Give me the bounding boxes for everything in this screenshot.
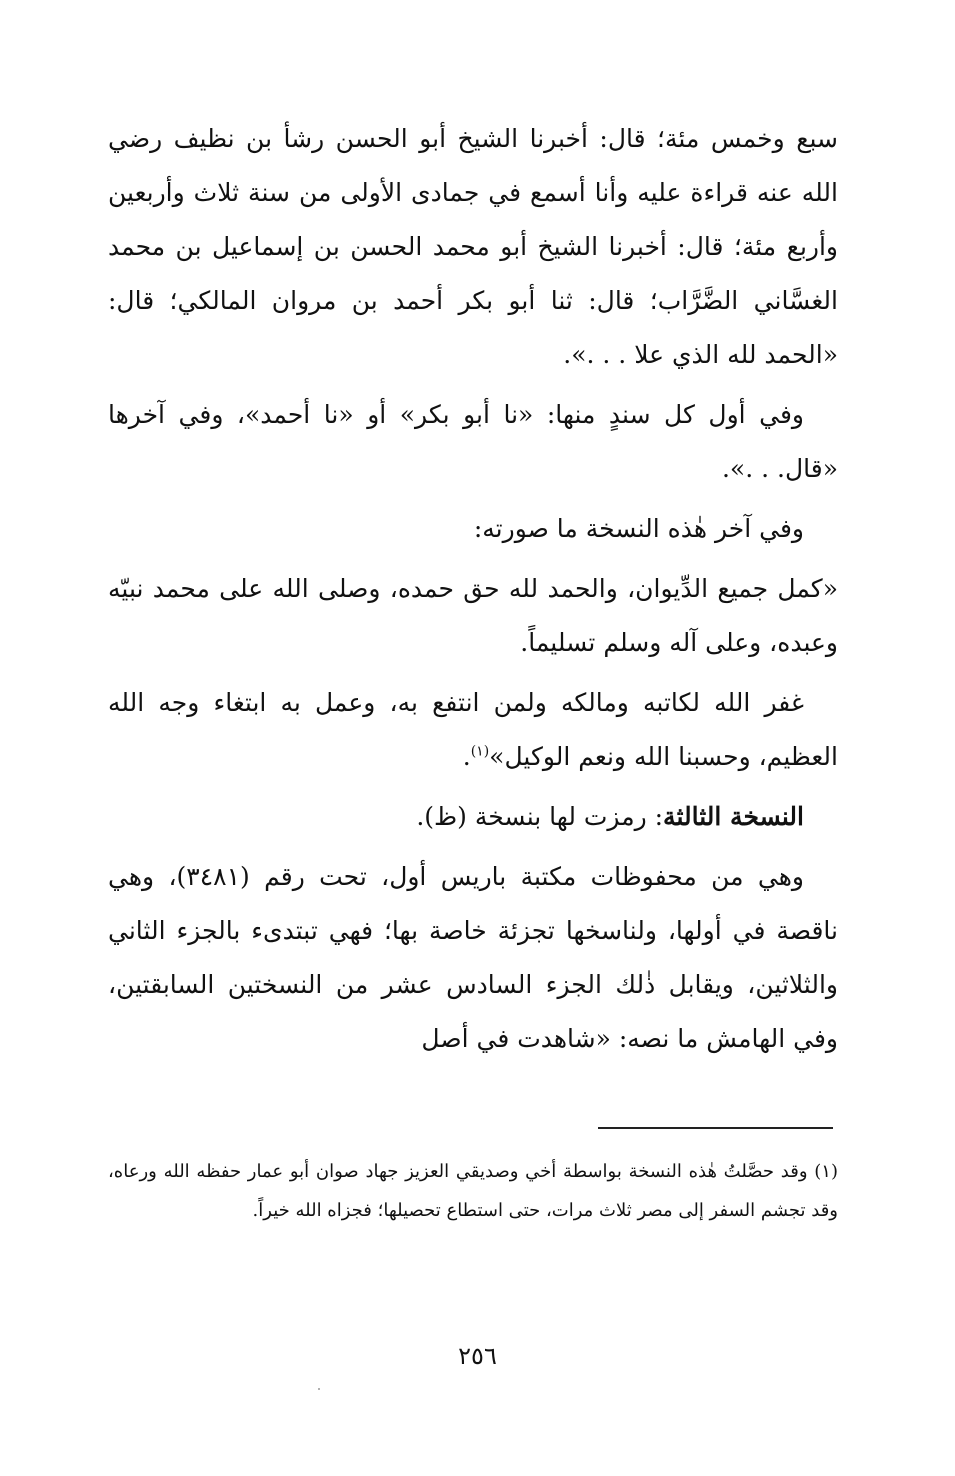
paragraph-colophon-quote: «كمل جميع الدِّيوان، والحمد لله حق حمده، وصلى الله على محمد نبيّه وعبده، وعلى آله وسلم تسليماً. [108,574,838,657]
paragraph-isnad: سبع وخمس مئة؛ قال: أخبرنا الشيخ أبو الحسن رشأ بن نظيف رضي الله عنه قراءة عليه وأنا أسمع في جمادى الأولى من سنة ثلاث وأربعين وأربع مئة؛ قال: أخبرنا الشيخ أبو محمد الحسن بن إسماعيل بن محمد الغسَّاني الضَّرَّاب؛ قال: ثنا أبو بكر أحمد بن مروان المالكي؛ قال: «الحمد لله الذي علا . . .». [108,124,838,369]
footnote-1: (١) وقد حصَّلتُ هٰذه النسخة بواسطة أخي وصديقي العزيز جهاد صوان أبو عمار حفظه الله ورعاه، وقد تجشم السفر إلى مصر ثلاث مرات، حتى استطاع تحصيلها؛ فجزاه الله خيراً. [108,1161,838,1221]
main-text [108,112,838,1066]
closing-end: . [462,742,471,771]
footnote-reference: (١) [470,743,490,760]
section-heading-label: النسخة الثالثة [663,802,804,831]
paragraph-colophon-intro: وفي آخر هٰذه النسخة ما صورته: [473,514,804,543]
paragraph-manuscript-description: وهي من محفوظات مكتبة باريس أول، تحت رقم (٣٤٨١)، وهي ناقصة في أولها، ولناسخها تجزئة خاصة بها؛ فهي تبتدىء بالجزء الثاني والثلاثين، ويقابل ذٰلك الجزء السادس عشر من النسختين السابقتين، وفي الهامش ما نصه: «شاهدت في أصل [108,862,838,1053]
section-heading-text: : رمزت لها بنسخة (ظ). [416,802,664,831]
footnote-separator [598,1127,833,1129]
section-heading [108,790,838,844]
footnotes [108,1152,838,1230]
page-number: ٢٥٦ [458,1342,497,1370]
paragraph-colophon-closing [108,676,838,784]
closing-text: غفر الله لكاتبه ومالكه ولمن انتفع به، وعمل به ابتغاء وجه الله العظيم، وحسبنا الله ونعم الوكيل» [108,688,838,771]
scan-speck [318,1388,320,1390]
paragraph-sanad-note: وفي أول كل سندٍ منها: «نا أبو بكر» أو «نا أحمد»، وفي آخرها «قال. . .». [108,400,838,483]
